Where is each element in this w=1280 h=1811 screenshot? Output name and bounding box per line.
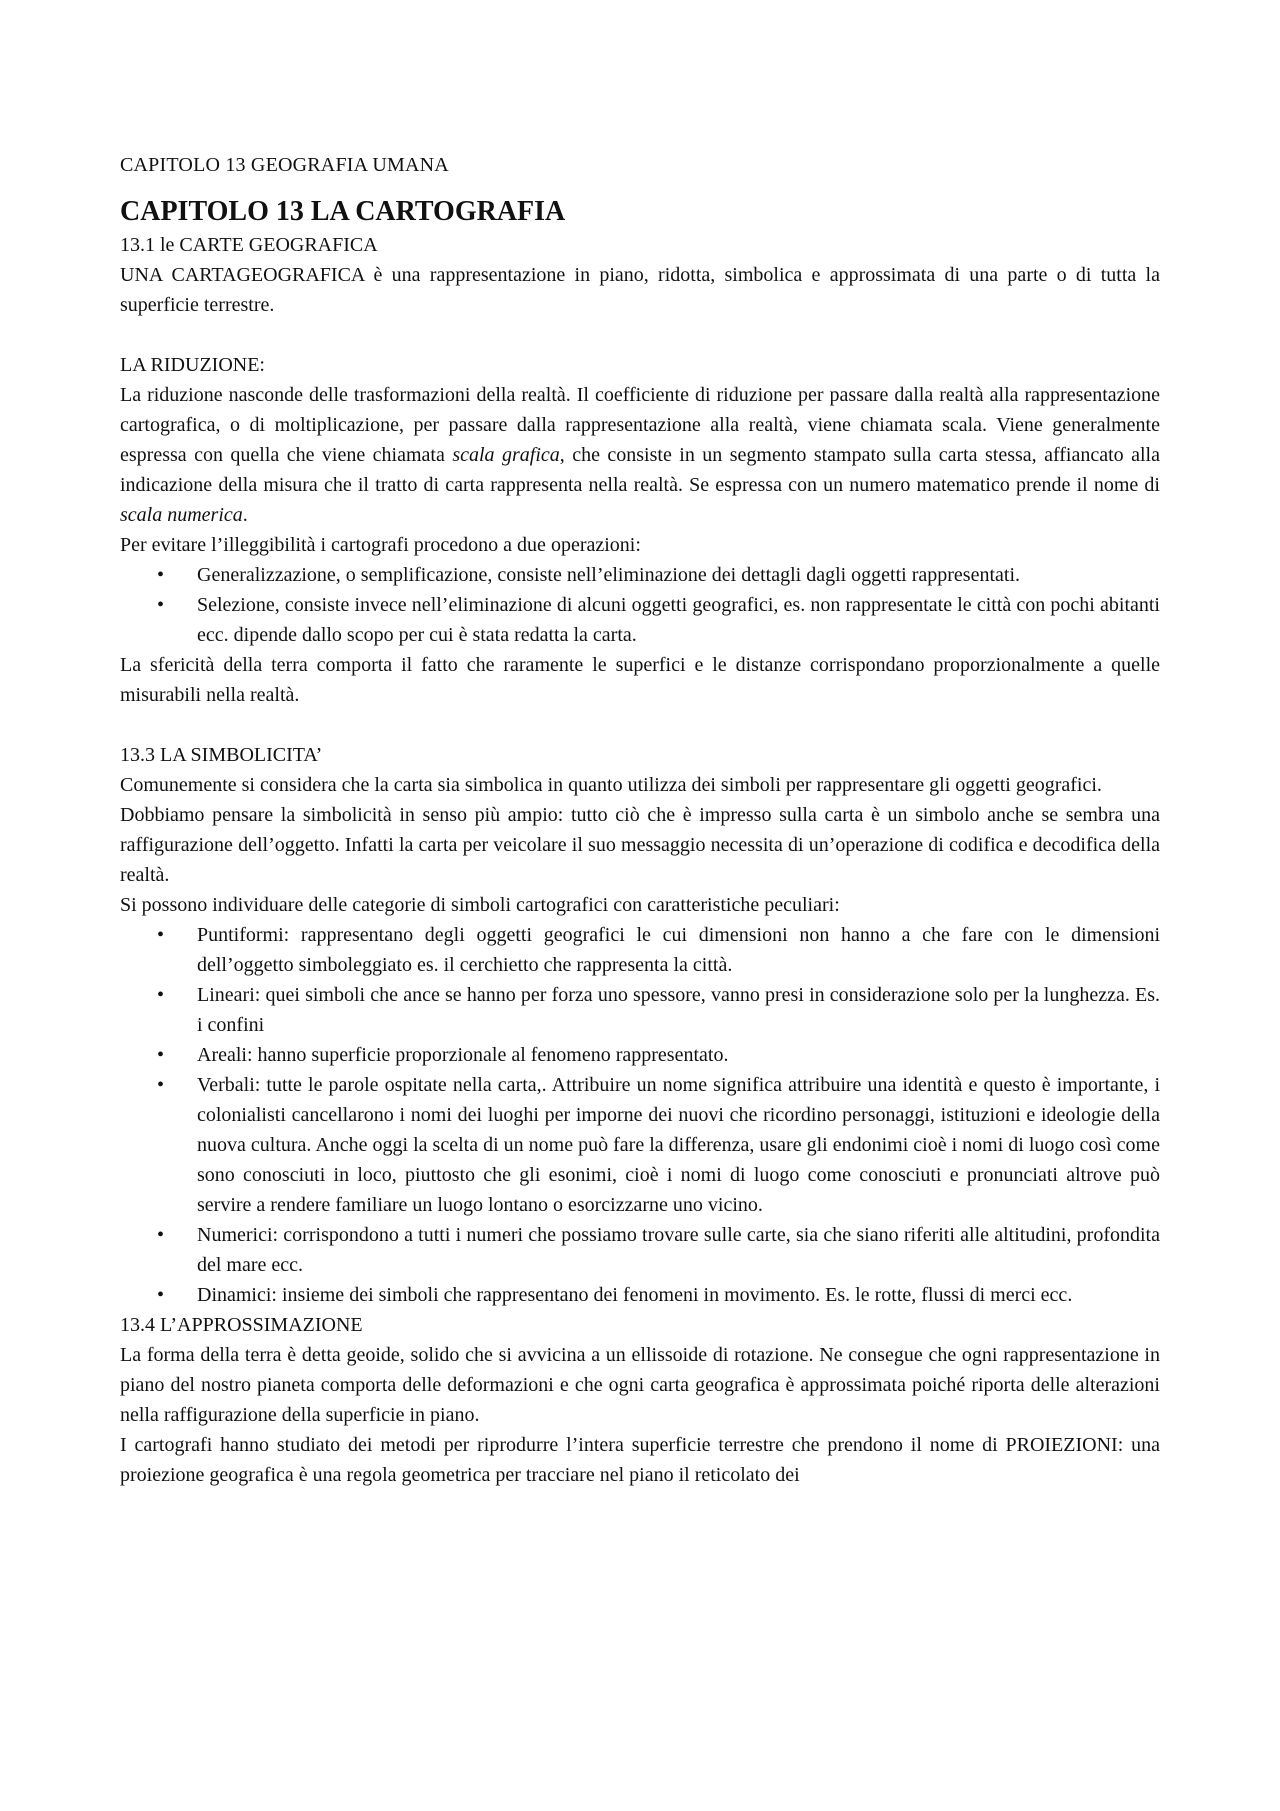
list-item [120,590,1160,650]
list-item [120,1220,1160,1280]
list-item-text: Lineari: quei simboli che ance se hanno per forza uno spessore, vanno presi in considerazione solo per la lunghezza. Es. i confini [197,984,1160,1036]
text-run: La riduzione nasconde delle trasformazioni della realtà. Il coefficiente di riduzione per passare dalla realtà alla rappresentazione cartografica, o di moltiplicazione, per passare dalla rappresentazione alla realtà, viene chiamata scala. Viene generalmente espressa con quella che viene chiamata [120,384,1160,466]
section-heading-approssimazione: 13.4 L’APPROSSIMAZIONE [120,1314,363,1336]
bullet-icon: • [157,564,165,586]
paragraph-sfericita: La sfericità della terra comporta il fatto che raramente le superfici e le distanze corrispondano proporzionalmente a quelle misurabili nella realtà. [120,654,1160,706]
section-heading-carte: 13.1 le CARTE GEOGRAFICA [120,234,378,256]
list-item [120,1070,1160,1220]
list-item-text: Selezione, consiste invece nell’eliminazione di alcuni oggetti geografici, es. non rappresentate le città con pochi abitanti ecc. dipende dallo scopo per cui è stata redatta la carta. [197,594,1160,646]
bullet-list-simboli [120,920,1160,1310]
chapter-title: CAPITOLO 13 LA CARTOGRAFIA [120,196,566,227]
italic-term-scala-numerica: scala numerica [120,504,243,526]
bullet-icon: • [157,1284,165,1306]
paragraph-definition: UNA CARTAGEOGRAFICA è una rappresentazione in piano, ridotta, simbolica e approssimata di una parte o di tutta la superficie terrestre. [120,264,1160,316]
paragraph-simbolicita: Dobbiamo pensare la simbolicità in senso più ampio: tutto ciò che è impresso sulla carta è un simbolo anche se sembra una raffigurazione dell’oggetto. Infatti la carta per veicolare il suo messaggio necessita di un’operazione di codifica e decodifica della realtà. [120,804,1160,886]
section-heading-riduzione: LA RIDUZIONE: [120,354,265,376]
list-item-text: Areali: hanno superficie proporzionale al fenomeno rappresentato. [197,1044,729,1066]
section-heading-simbolicita: 13.3 LA SIMBOLICITA’ [120,744,323,766]
blank-line [120,320,1160,350]
list-item [120,560,1160,590]
paragraph-geoide: La forma della terra è detta geoide, solido che si avvicina a un ellissoide di rotazione. Ne consegue che ogni rappresentazione in piano del nostro pianeta comporta delle deformazioni e che ogni carta geografica è approssimata poiché riporta delle alterazioni nella raffigurazione della superficie in piano. [120,1344,1160,1426]
list-item [120,920,1160,980]
list-item [120,1280,1160,1310]
text-run: , che consiste in un segmento stampato sulla carta stessa, affiancato alla indicazione della misura che il tratto di carta rappresenta nella realtà. Se espressa con un numero matematico prende il nome di [120,444,1160,496]
italic-term-scala-grafica: scala grafica [452,444,560,466]
list-item [120,980,1160,1040]
paragraph-proiezioni: I cartografi hanno studiato dei metodi per riprodurre l’intera superficie terrestre che prendono il nome di PROIEZIONI: una proiezione geografica è una regola geometrica per tracciare nel piano il reticolato dei [120,1434,1160,1486]
text-run: . [242,504,248,526]
list-item-text: Generalizzazione, o semplificazione, consiste nell’eliminazione dei dettagli dagli oggetti rappresentati. [197,564,1021,586]
bullet-list-operazioni [120,560,1160,650]
paragraph-operazioni: Per evitare l’illeggibilità i cartografi procedono a due operazioni: [120,534,641,556]
document-page [120,150,1160,1490]
list-item-text: Verbali: tutte le parole ospitate nella carta,. Attribuire un nome significa attribuire una identità e questo è importante, i colonialisti cancellarono i nomi dei luoghi per imporne dei nuovi che ricordino personaggi, istituzioni e ideologie della nuova cultura. Anche oggi la scelta di un nome può fare la differenza, usare gli endonimi cioè i nomi di luogo così come sono conosciuti in loco, piuttosto che gli esonimi, cioè i nomi di luogo come conosciuti e pronunciati altrove può servire a rendere familiare un luogo lontano o esorcizzarne uno vicino. [197,1074,1160,1216]
bullet-icon: • [157,1074,165,1096]
blank-line [120,710,1160,740]
bullet-icon: • [157,1224,165,1246]
bullet-icon: • [157,984,165,1006]
list-item-text: Puntiformi: rappresentano degli oggetti geografici le cui dimensioni non hanno a che fare con le dimensioni dell’oggetto simboleggiato es. il cerchietto che rappresenta la città. [197,924,1160,976]
paragraph-simbolica: Comunemente si considera che la carta sia simbolica in quanto utilizza dei simboli per rappresentare gli oggetti geografici. [120,774,1102,796]
list-item-text: Numerici: corrispondono a tutti i numeri che possiamo trovare sulle carte, sia che siano riferiti alle altitudini, profondita del mare ecc. [197,1224,1160,1276]
list-item-text: Dinamici: insieme dei simboli che rappresentano dei fenomeni in movimento. Es. le rotte, flussi di merci ecc. [197,1284,1073,1306]
paragraph-categorie: Si possono individuare delle categorie di simboli cartografici con caratteristiche peculiari: [120,894,840,916]
bullet-icon: • [157,924,165,946]
bullet-icon: • [157,1044,165,1066]
list-item [120,1040,1160,1070]
bullet-icon: • [157,594,165,616]
paragraph-riduzione [120,380,1160,530]
document-header: CAPITOLO 13 GEOGRAFIA UMANA [120,154,449,176]
